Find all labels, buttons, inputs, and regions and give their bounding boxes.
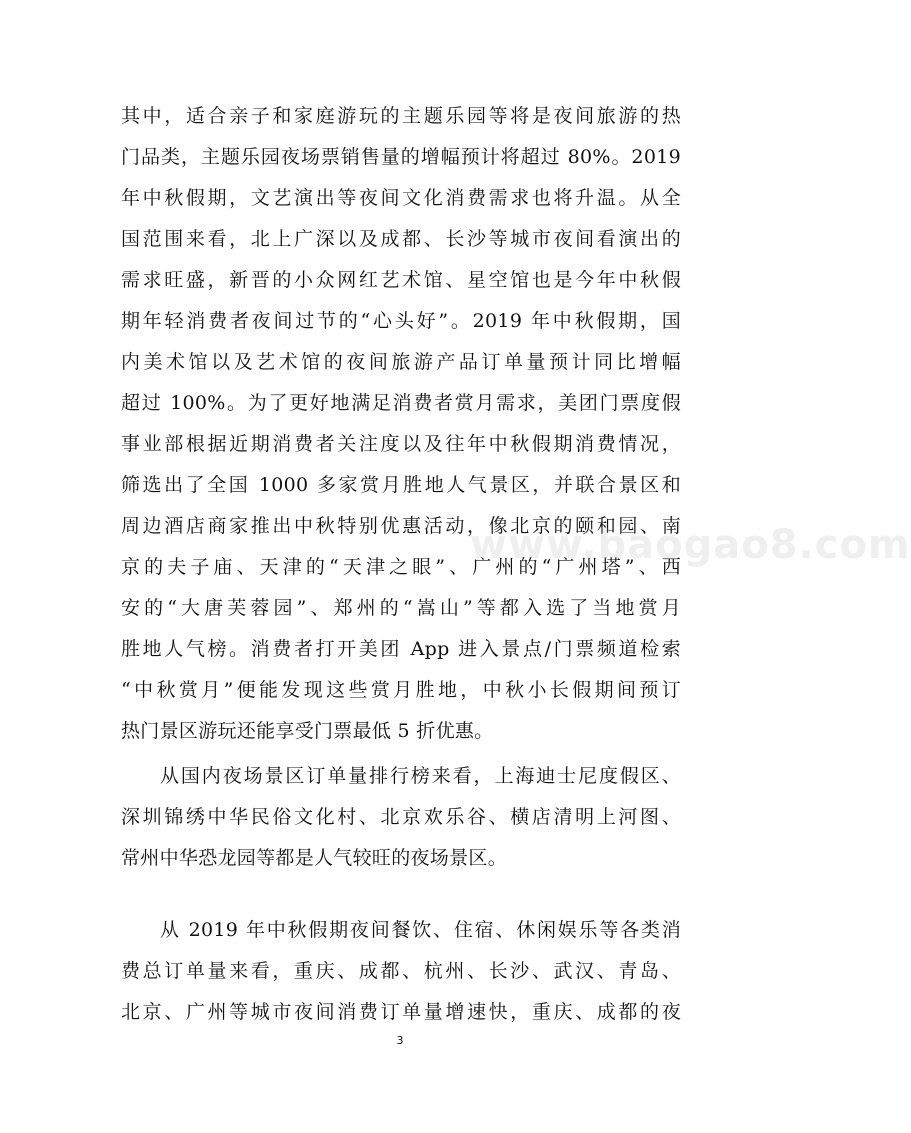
text-line: 需求旺盛，新晋的小众网红艺术馆、星空馆也是今年中秋假: [121, 269, 681, 291]
text-line: 从国内夜场景区订单量排行榜来看，上海迪士尼度假区、: [160, 765, 681, 787]
watermark: www.baogao8.com: [470, 522, 911, 568]
text-line: 从 2019 年中秋假期夜间餐饮、住宿、休闲娱乐等各类消: [160, 919, 681, 941]
text-line: 门品类，主题乐园夜场票销售量的增幅预计将超过 80%。2019: [121, 146, 681, 168]
text-line: 其中，适合亲子和家庭游玩的主题乐园等将是夜间旅游的热: [121, 105, 681, 127]
text-line: 国范围来看，北上广深以及成都、长沙等城市夜间看演出的: [121, 228, 681, 250]
page-number: 3: [396, 1034, 404, 1047]
text-line: 费总订单量来看，重庆、成都、杭州、长沙、武汉、青岛、: [121, 960, 681, 982]
text-line: 胜地人气榜。消费者打开美团 App 进入景点/门票频道检索: [121, 638, 681, 660]
text-line: 安的“大唐芙蓉园”、郑州的“嵩山”等都入选了当地赏月: [121, 597, 681, 619]
text-line: 北京、广州等城市夜间消费订单量增速快，重庆、成都的夜: [121, 1001, 681, 1023]
text-line: 热门景区游玩还能享受门票最低 5 折优惠。: [121, 720, 494, 742]
text-line: 期年轻消费者夜间过节的“心头好”。2019 年中秋假期，国: [121, 310, 681, 332]
text-line: 常州中华恐龙园等都是人气较旺的夜场景区。: [121, 847, 508, 869]
text-line: 周边酒店商家推出中秋特别优惠活动，像北京的颐和园、南: [121, 515, 681, 537]
text-line: 筛选出了全国 1000 多家赏月胜地人气景区，并联合景区和: [121, 474, 681, 496]
text-line: 事业部根据近期消费者关注度以及往年中秋假期消费情况，: [121, 433, 681, 455]
text-line: 深圳锦绣中华民俗文化村、北京欢乐谷、横店清明上河图、: [121, 806, 681, 828]
text-line: 超过 100%。为了更好地满足消费者赏月需求，美团门票度假: [121, 392, 681, 414]
text-line: 内美术馆以及艺术馆的夜间旅游产品订单量预计同比增幅: [121, 351, 681, 373]
text-line: “中秋赏月”便能发现这些赏月胜地，中秋小长假期间预订: [121, 679, 681, 701]
text-line: 京的夫子庙、天津的“天津之眼”、广州的“广州塔”、西: [121, 556, 681, 578]
text-line: 年中秋假期，文艺演出等夜间文化消费需求也将升温。从全: [121, 187, 681, 209]
